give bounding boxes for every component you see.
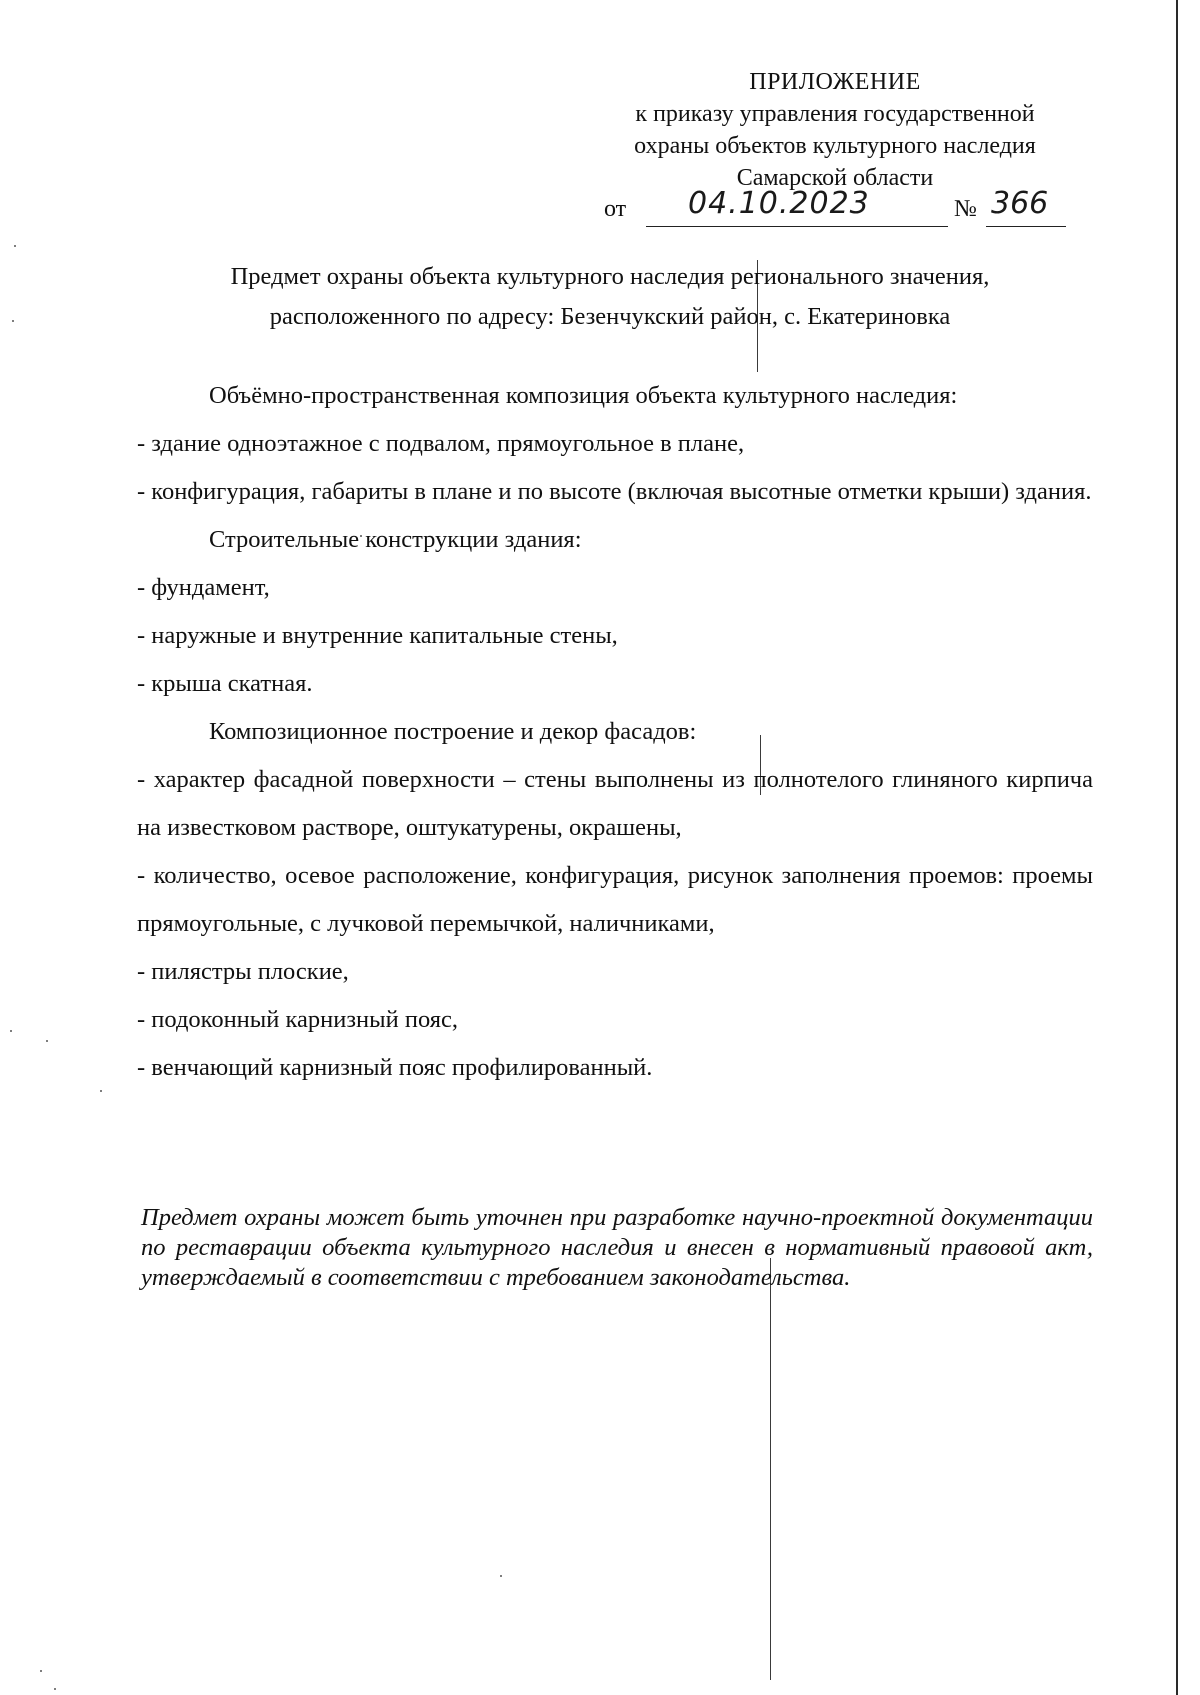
list-item: - фундамент, — [137, 574, 270, 601]
list-item: - конфигурация, габариты в плане и по высоте (включая высотные отметки крыши) здания. — [137, 478, 1092, 505]
list-item: - подоконный карнизный пояс, — [137, 1006, 459, 1033]
scan-speck — [10, 1030, 12, 1032]
list-item: - крыша скатная. — [137, 670, 313, 697]
section-heading-structures: Строительные конструкции здания: — [209, 526, 582, 553]
scan-speck — [12, 320, 14, 322]
list-item: - характер фасадной поверхности – стены выполнены из полнотелого глиняного кирпича на известковом растворе, оштукатурены, окрашены, — [137, 766, 1093, 841]
header-line: Самарской области — [736, 165, 934, 191]
header-line: к приказу управления государственной — [635, 101, 1035, 127]
list-item: - пилястры плоские, — [137, 958, 349, 985]
scan-speck — [100, 1090, 102, 1092]
list-item: - наружные и внутренние капитальные стены, — [137, 622, 618, 649]
handwritten-number: 366 — [991, 186, 1049, 221]
section-heading-facades: Композиционное построение и декор фасадов: — [209, 718, 697, 745]
scan-speck — [46, 1040, 48, 1042]
order-header — [590, 66, 1080, 194]
date-underline — [646, 226, 948, 227]
document-subject — [130, 257, 1090, 337]
list-item: - количество, осевое расположение, конфигурация, рисунок заполнения проемов: проемы прямоугольные, с лучковой перемычкой, наличниками, — [137, 862, 1093, 937]
date-prefix: от — [604, 196, 627, 222]
scan-speck — [54, 1688, 56, 1690]
scan-speck — [500, 1575, 502, 1577]
clarification-note: Предмет охраны может быть уточнен при разработке научно-проектной документации по реставрации объекта культурного наследия и внесен в нормативный правовой акт, утверждаемый в соответствии с требованием законодательства. — [141, 1204, 1093, 1291]
header-line: охраны объектов культурного наследия — [634, 133, 1036, 159]
document-body — [137, 372, 1093, 1092]
scan-speck — [14, 245, 16, 247]
number-prefix: № — [954, 196, 977, 222]
section-heading-composition: Объёмно-пространственная композиция объекта культурного наследия: — [209, 382, 958, 409]
scan-speck — [40, 1670, 42, 1672]
appendix-title: ПРИЛОЖЕНИЕ — [749, 69, 921, 95]
subject-line: расположенного по адресу: Безенчукский район, с. Екатериновка — [269, 303, 951, 330]
list-item: - здание одноэтажное с подвалом, прямоугольное в плане, — [137, 430, 745, 457]
subject-line: Предмет охраны объекта культурного наследия регионального значения, — [230, 263, 990, 290]
list-item: - венчающий карнизный пояс профилированный. — [137, 1054, 653, 1081]
scan-artifact-line — [770, 1258, 771, 1680]
scan-edge-line — [1176, 0, 1178, 1695]
handwritten-date: 04.10.2023 — [688, 186, 870, 221]
order-date-number — [604, 186, 1074, 230]
number-underline — [986, 226, 1066, 227]
